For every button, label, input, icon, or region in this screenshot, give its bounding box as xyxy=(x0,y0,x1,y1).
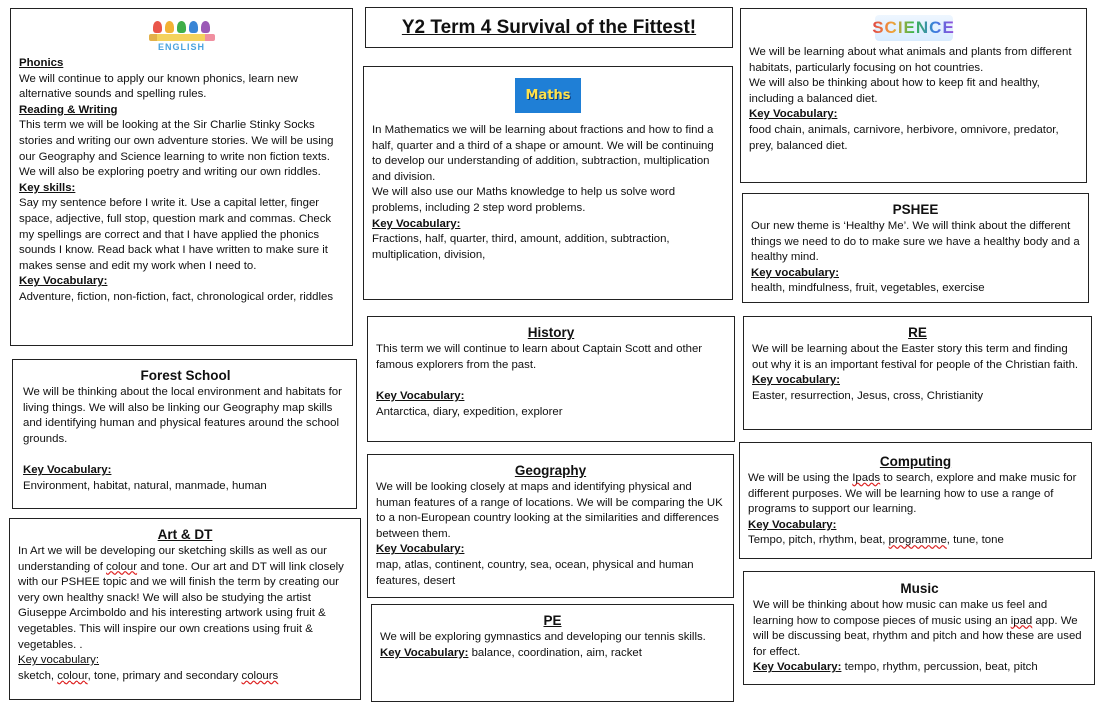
maths-text-2: We will also use our Maths knowledge to help us solve word problems, including 2 step word problems. xyxy=(372,186,676,214)
page-title-box xyxy=(365,7,733,48)
re-vocab-text: Easter, resurrection, Jesus, cross, Christianity xyxy=(752,389,984,402)
pe-panel xyxy=(371,604,734,702)
pe-text: We will be exploring gymnastics and developing our tennis skills. xyxy=(380,631,706,643)
maths-vocab-heading: Key Vocabulary: xyxy=(372,217,461,230)
music-heading: Music xyxy=(900,581,939,596)
english-logo xyxy=(19,21,344,52)
maths-logo-text: Maths xyxy=(525,87,571,103)
forest-vocab-text: Environment, habitat, natural, manmade, human xyxy=(23,479,267,492)
computing-vocab-text: Tempo, pitch, rhythm, beat, programme, tune, tone xyxy=(748,534,1004,547)
science-vocab-heading: Key Vocabulary: xyxy=(749,108,838,121)
pencil-icon xyxy=(149,34,215,41)
science-vocab-text: food chain, animals, carnivore, herbivore, omnivore, predator, prey, balanced diet. xyxy=(749,123,1059,152)
music-panel xyxy=(743,571,1095,685)
music-text: We will be thinking about how music can make us feel and learning how to compose pieces of music using an ipad app. We will be discussing beat, rhythm and pitch and how these are used for effect. xyxy=(753,599,1082,658)
pshee-vocab-text: health, mindfulness, fruit, vegetables, exercise xyxy=(751,282,985,295)
pe-heading: PE xyxy=(543,613,562,628)
science-panel xyxy=(740,8,1087,183)
history-vocab-text: Antarctica, diary, expedition, explorer xyxy=(376,405,563,418)
geography-vocab-heading: Key Vocabulary: xyxy=(376,543,465,556)
computing-text: We will be using the Ipads to search, explore and make music for different purposes. We will be learning how to use a range of programs to support our learning. xyxy=(748,472,1077,516)
science-logo-text: SCIENCE xyxy=(872,18,955,38)
maths-logo xyxy=(515,78,581,113)
maths-panel xyxy=(363,66,733,300)
science-text: We will be learning about what animals and plants from different habitats, particularly focusing on hot countries. xyxy=(749,46,1072,74)
history-vocab-heading: Key Vocabulary: xyxy=(376,390,465,403)
page-title: Y2 Term 4 Survival of the Fittest! xyxy=(401,16,697,38)
art-dt-heading: Art & DT xyxy=(157,527,213,542)
music-vocab-heading: Key Vocabulary: xyxy=(753,661,842,674)
music-vocab xyxy=(753,660,1086,676)
computing-panel xyxy=(739,442,1092,559)
science-logo xyxy=(872,15,955,41)
key-skills-heading: Key skills: xyxy=(19,181,76,194)
reading-writing-text: This term we will be looking at the Sir Charlie Stinky Socks stories and writing our own adventure stories. We will be using our Geography and Science learning to write non fiction texts. We will also be exploring poetry and writing our own riddles. xyxy=(19,119,334,179)
geography-text: We will be looking closely at maps and identifying physical and human features of a range of locations. We will be comparing the UK to a non-European country looking at the similarities and differences between them. xyxy=(376,481,723,540)
key-skills-text: Say my sentence before I write it. Use a capital letter, finger space, adjective, full stop, question mark and commas. Check my spellings are correct and that I have applied the phonics sounds I know. Read back what I have written to make sure it makes sense and edit my work when I need to. xyxy=(19,197,332,272)
english-panel xyxy=(10,8,353,346)
geography-vocab-text: map, atlas, continent, country, sea, ocean, physical and human features, desert xyxy=(376,558,694,587)
art-vocab-text: sketch, colour, tone, primary and secondary colours xyxy=(18,669,279,682)
computing-vocab-heading: Key Vocabulary: xyxy=(748,518,837,531)
geography-heading: Geography xyxy=(514,463,587,478)
history-panel xyxy=(367,316,735,442)
art-vocab-heading: Key vocabulary: xyxy=(18,654,100,667)
geography-panel xyxy=(367,454,734,598)
re-vocab-heading: Key vocabulary: xyxy=(752,374,840,387)
art-dt-text: In Art we will be developing our sketching skills as well as our understanding of colour and tone. Our art and DT will link closely with our PSHEE topic and we will finish the term by creating our very own healthy snack! We will also be studying the artist Giuseppe Arcimboldo and his interesting artwork using fruit & vegetables. This will inspire our own creations using fruit & vegetables. . xyxy=(18,545,344,651)
re-panel xyxy=(743,316,1092,430)
reading-writing-heading: Reading & Writing xyxy=(19,103,118,116)
children-icon xyxy=(153,21,210,33)
pe-vocab xyxy=(380,646,725,662)
forest-school-text: We will be thinking about the local environment and habitats for living things. We will also be linking our Geography map skills and identifying human and physical features around the school grounds. xyxy=(23,386,342,445)
forest-school-panel xyxy=(12,359,357,509)
maths-text: In Mathematics we will be learning about fractions and how to find a half, quarter and a third of a shape or amount. We will be continuing to develop our understanding of addition, subtraction, multiplication and division. xyxy=(372,124,714,183)
pshee-panel xyxy=(742,193,1089,303)
pshee-text: Our new theme is ‘Healthy Me’. We will think about the different things we need to do to make sure we have a healthy body and a healthy mind. xyxy=(751,220,1080,264)
pe-vocab-heading: Key Vocabulary: xyxy=(380,646,469,659)
re-heading: RE xyxy=(908,325,927,340)
pe-vocab-text: balance, coordination, aim, racket xyxy=(468,646,642,659)
history-text: This term we will continue to learn about Captain Scott and other famous explorers from the past. xyxy=(376,343,703,371)
english-vocab-text: Adventure, fiction, non-fiction, fact, chronological order, riddles xyxy=(19,290,334,303)
history-heading: History xyxy=(527,325,575,340)
pshee-heading: PSHEE xyxy=(892,202,939,217)
science-text-2: We will also be thinking about how to keep fit and healthy, including a balanced diet. xyxy=(749,77,1040,105)
english-logo-text: ENGLISH xyxy=(157,42,205,52)
english-vocab-heading: Key Vocabulary: xyxy=(19,275,108,288)
music-vocab-text: tempo, rhythm, percussion, beat, pitch xyxy=(841,661,1038,674)
re-text: We will be learning about the Easter story this term and finding out why it is an important festival for people of the Christian faith. xyxy=(752,343,1079,371)
computing-heading: Computing xyxy=(879,454,952,469)
phonics-heading: Phonics xyxy=(19,57,64,69)
phonics-text: We will continue to apply our known phonics, learn new alternative sounds and spelling rules. xyxy=(19,72,299,101)
art-dt-panel xyxy=(9,518,361,700)
pshee-vocab-heading: Key vocabulary: xyxy=(751,266,839,279)
forest-vocab-heading: Key Vocabulary: xyxy=(23,464,112,477)
maths-vocab-text: Fractions, half, quarter, third, amount, addition, subtraction, multiplication, division, xyxy=(372,233,670,261)
forest-school-heading: Forest School xyxy=(140,368,231,383)
